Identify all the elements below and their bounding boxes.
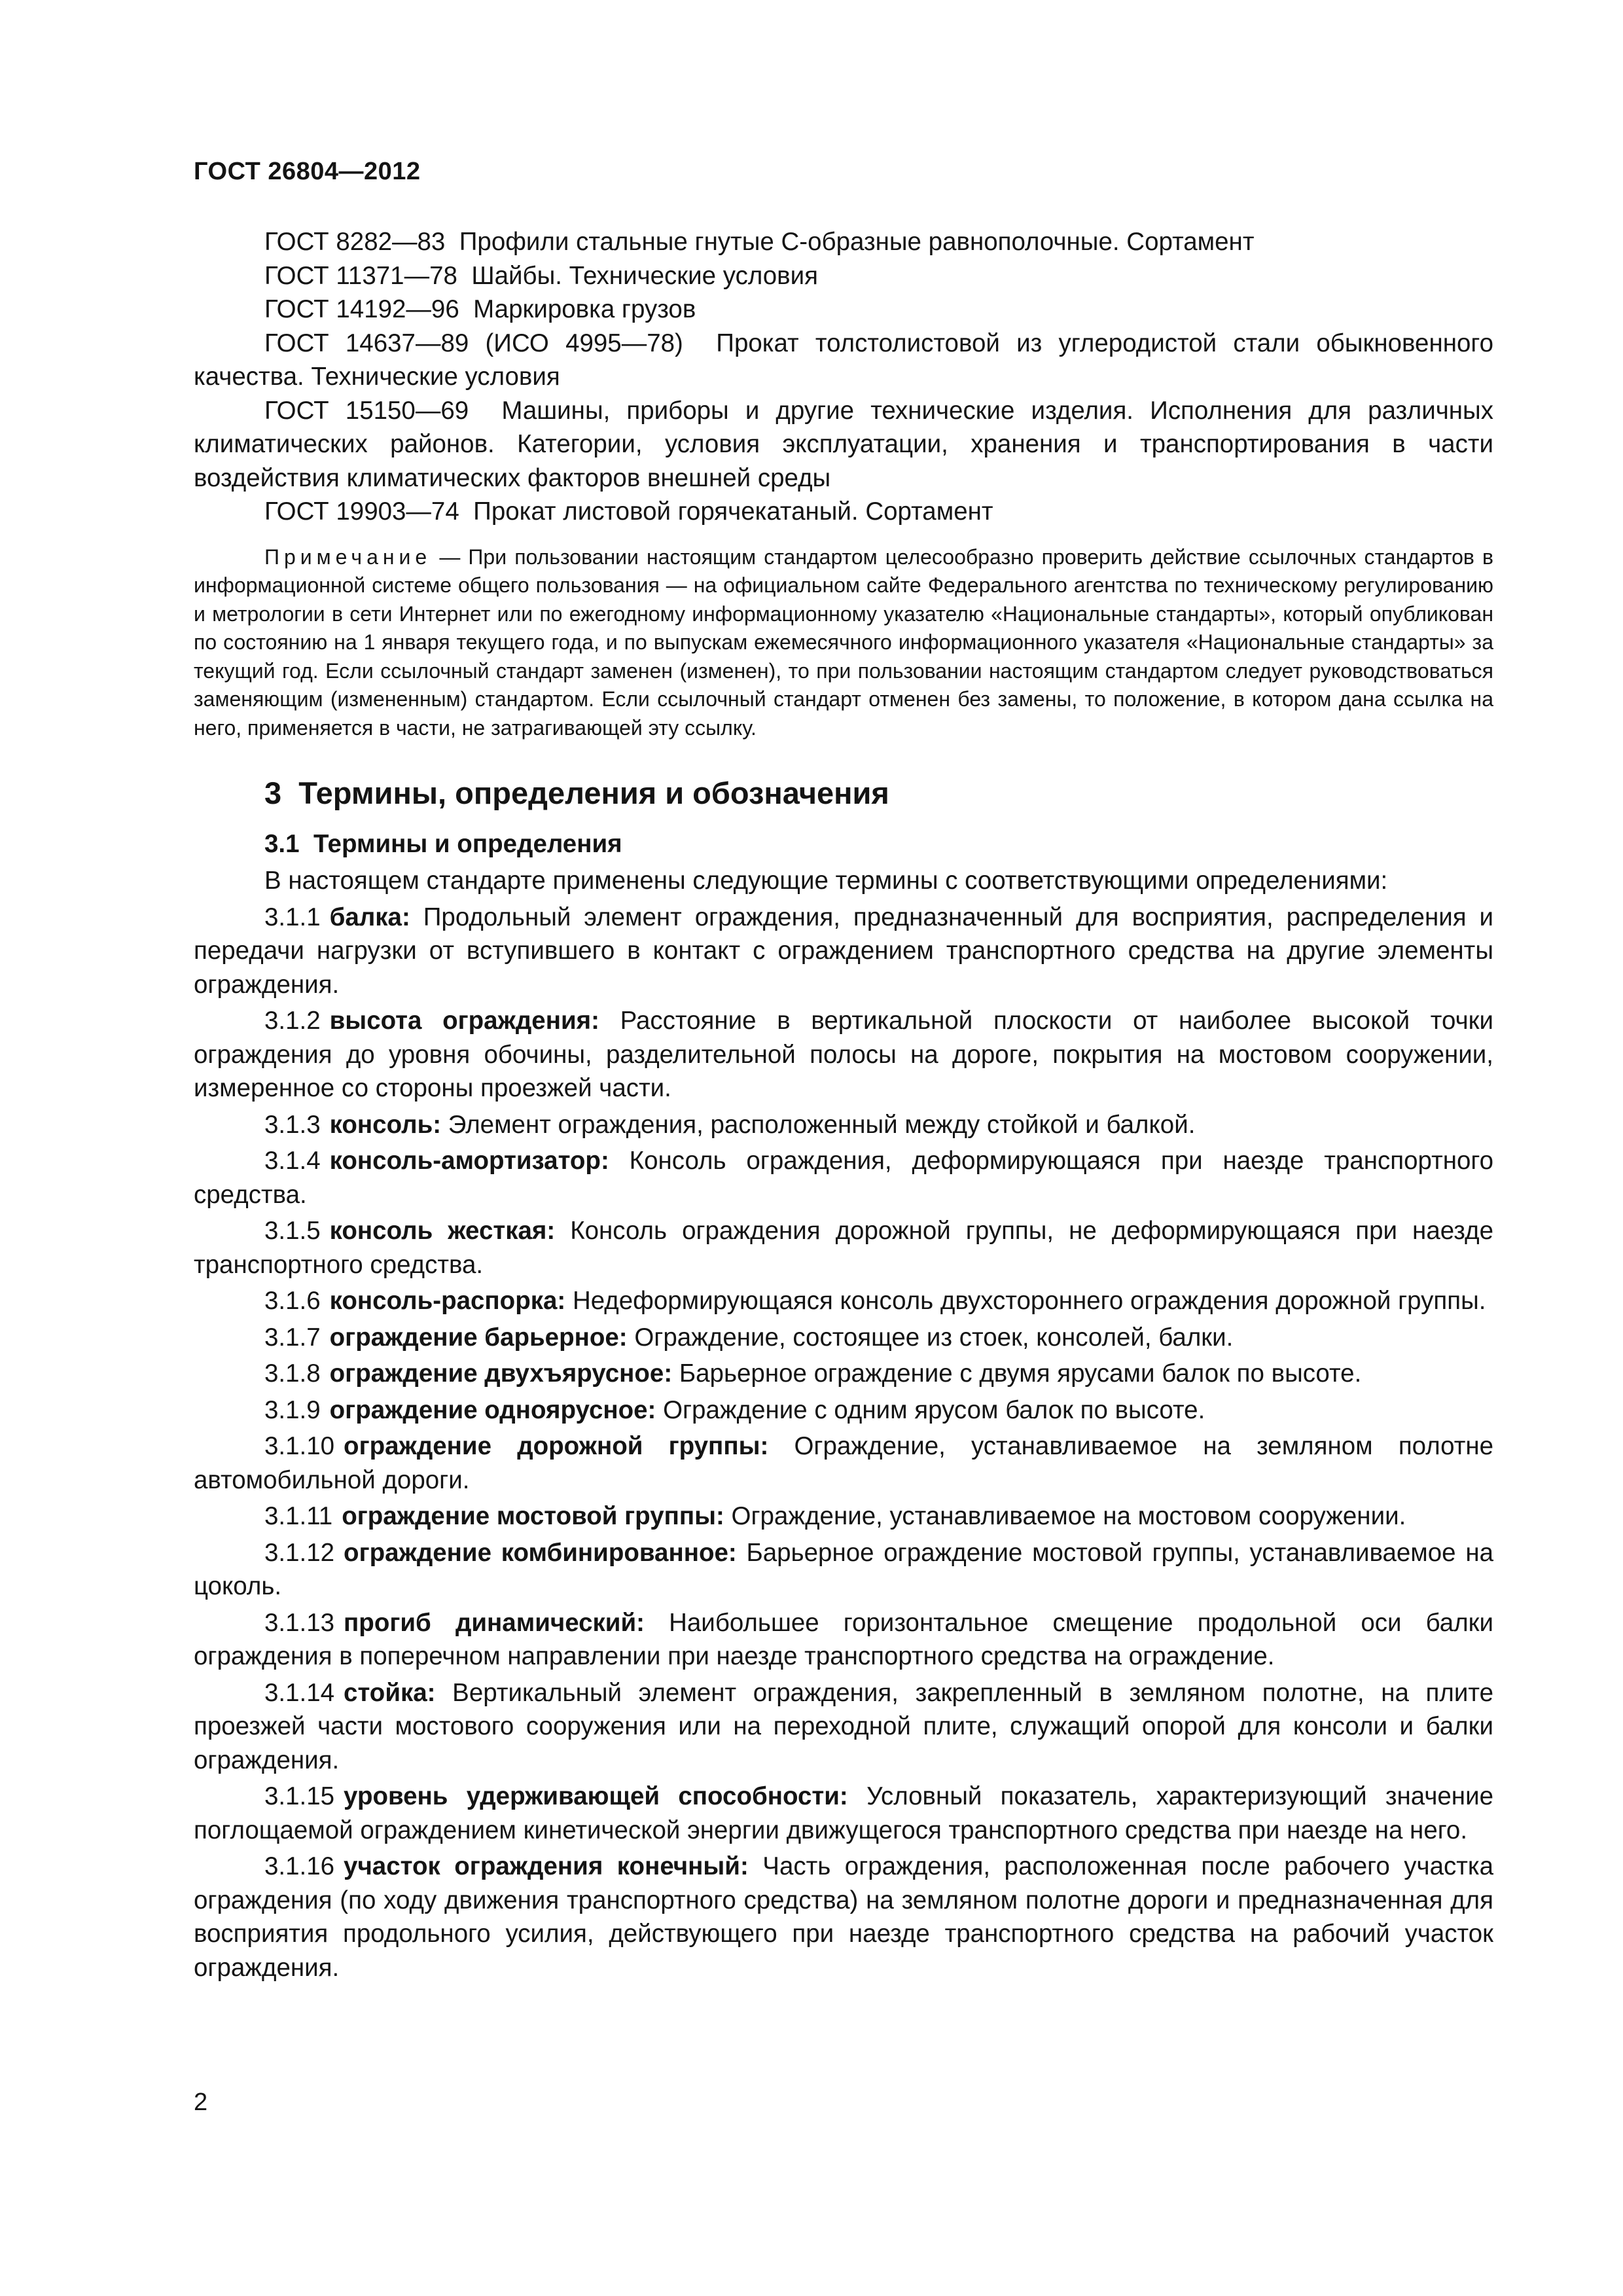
term-entry bbox=[194, 1357, 1493, 1391]
term-entry bbox=[194, 1676, 1493, 1778]
reference-title: Прокат листовой горячекатаный. Сортамент bbox=[473, 497, 993, 526]
term-number: 3.1.12 bbox=[264, 1538, 335, 1567]
term-number: 3.1.10 bbox=[264, 1432, 335, 1460]
term-name: уровень удерживающей способности: bbox=[344, 1782, 848, 1810]
reference-title: Маркировка грузов bbox=[473, 295, 696, 323]
page-content bbox=[194, 225, 1493, 1984]
term-number: 3.1.4 bbox=[264, 1147, 321, 1175]
term-definition: Продольный элемент ограждения, предназначенный для восприятия, распределения и передачи нагрузки от вступившего в контакт с ограждением транспортного средства на другие элементы ограждения. bbox=[194, 903, 1493, 999]
term-definition: Консоль ограждения, деформирующаяся при наезде транспортного средства. bbox=[194, 1147, 1493, 1209]
reference-code: ГОСТ 8282—83 bbox=[264, 228, 446, 256]
reference-item bbox=[194, 394, 1493, 495]
term-entry bbox=[194, 1499, 1493, 1534]
reference-item bbox=[194, 225, 1493, 259]
section-heading bbox=[194, 774, 1493, 813]
term-name: стойка: bbox=[344, 1678, 436, 1707]
term-definition: Вертикальный элемент ограждения, закрепленный в земляном полотне, на плите проезжей части мостового сооружения или на переходной плите, служащий опорой для консоли и балки ограждения. bbox=[194, 1678, 1493, 1774]
term-number: 3.1.6 bbox=[264, 1287, 321, 1315]
term-entry bbox=[194, 1321, 1493, 1355]
term-definition: Часть ограждения, расположенная после рабочего участка ограждения (по ходу движения транспортного средства) на земляном полотне дороги и предназначенная для восприятия продольного усилия, действующего при наезде транспортного средства на рабочий участок ограждения. bbox=[194, 1852, 1493, 1982]
term-definition: Ограждение, устанавливаемое на мостовом сооружении. bbox=[731, 1502, 1406, 1530]
term-entry bbox=[194, 1144, 1493, 1211]
reference-title: Прокат толстолистовой из углеродистой стали обыкновенного качества. Технические условия bbox=[194, 329, 1493, 391]
term-number: 3.1.14 bbox=[264, 1678, 335, 1707]
section-number: 3 bbox=[264, 776, 282, 810]
term-number: 3.1.7 bbox=[264, 1323, 321, 1352]
subsection-number: 3.1 bbox=[264, 830, 300, 858]
term-name: балка: bbox=[329, 903, 410, 931]
term-number: 3.1.5 bbox=[264, 1217, 321, 1245]
term-number: 3.1.9 bbox=[264, 1395, 321, 1424]
term-definition: Барьерное ограждение мостовой группы, устанавливаемое на цоколь. bbox=[194, 1538, 1493, 1600]
term-entry bbox=[194, 1108, 1493, 1142]
note-text: — При пользовании настоящим стандартом целесообразно проверить действие ссылочных стандартов в информационной системе общего пользования — на официальном сайте Федерального агентства по техническому регулированию и метрологии в сети Интернет или по ежегодному информационному указателю «Национальные стандарты», который опубликован по состоянию на 1 января текущего года, и по выпускам ежемесячного информационного указателя «Национальные стандарты» за текущий год. Если ссылочный стандарт заменен (изменен), то при пользовании настоящим стандартом следует руководствоваться заменяющим (измененным) стандартом. Если ссылочный стандарт отменен без замены, то положение, в котором дана ссылка на него, применяется в части, не затрагивающей эту ссылку. bbox=[194, 545, 1494, 740]
reference-title: Профили стальные гнутые С-образные равнополочные. Сортамент bbox=[459, 228, 1255, 256]
term-number: 3.1.13 bbox=[264, 1608, 335, 1637]
term-entry bbox=[194, 1536, 1493, 1604]
term-definition: Расстояние в вертикальной плоскости от наиболее высокой точки ограждения до уровня обочины, разделительной полосы на дороге, покрытия на мостовом сооружении, измеренное со стороны проезжей части. bbox=[194, 1007, 1493, 1102]
term-definition: Ограждение с одним ярусом балок по высоте. bbox=[663, 1395, 1205, 1424]
term-definition: Недеформирующаяся консоль двухстороннего ограждения дорожной группы. bbox=[572, 1287, 1486, 1315]
term-name: ограждение барьерное: bbox=[329, 1323, 628, 1352]
term-definition: Условный показатель, характеризующий значение поглощаемой ограждением кинетической энергии движущегося транспортного средства при наезде на него. bbox=[194, 1782, 1493, 1844]
term-name: ограждение комбинированное: bbox=[344, 1538, 737, 1567]
term-definition: Барьерное ограждение с двумя ярусами балок по высоте. bbox=[679, 1359, 1362, 1388]
reference-code: ГОСТ 19903—74 bbox=[264, 497, 459, 526]
reference-item bbox=[194, 293, 1493, 327]
reference-title: Машины, приборы и другие технические изделия. Исполнения для различных климатических районов. Категории, условия эксплуатации, хранения и транспортирования в части воздействия климатических факторов внешней среды bbox=[194, 396, 1493, 492]
term-number: 3.1.16 bbox=[264, 1852, 335, 1880]
subsection-heading bbox=[194, 827, 1493, 861]
reference-item bbox=[194, 259, 1493, 293]
term-name: ограждение одноярусное: bbox=[329, 1395, 656, 1424]
page-number: 2 bbox=[194, 2089, 208, 2116]
reference-code: ГОСТ 11371—78 bbox=[264, 261, 457, 290]
term-name: высота ограждения: bbox=[329, 1007, 599, 1035]
terms-intro: В настоящем стандарте применены следующие термины с соответствующими определениями: bbox=[264, 867, 1388, 895]
term-definition: Элемент ограждения, расположенный между стойкой и балкой. bbox=[448, 1110, 1196, 1139]
term-name: участок ограждения конечный: bbox=[344, 1852, 749, 1880]
reference-item bbox=[194, 495, 1493, 529]
term-entry bbox=[194, 1780, 1493, 1847]
term-name: консоль-амортизатор: bbox=[329, 1147, 609, 1175]
term-name: ограждение мостовой группы: bbox=[342, 1502, 724, 1530]
reference-code: ГОСТ 14192—96 bbox=[264, 295, 459, 323]
note-label: Примечание bbox=[264, 545, 432, 569]
term-definition: Ограждение, устанавливаемое на земляном полотне автомобильной дороги. bbox=[194, 1432, 1493, 1494]
term-entry bbox=[194, 1004, 1493, 1105]
term-number: 3.1.1 bbox=[264, 903, 321, 931]
reference-item bbox=[194, 327, 1493, 394]
term-number: 3.1.2 bbox=[264, 1007, 321, 1035]
term-entry bbox=[194, 1284, 1493, 1318]
term-entry bbox=[194, 1393, 1493, 1427]
term-entry bbox=[194, 1850, 1493, 1984]
note-paragraph bbox=[194, 543, 1493, 743]
term-number: 3.1.8 bbox=[264, 1359, 321, 1388]
term-name: консоль-распорка: bbox=[329, 1287, 566, 1315]
term-entry bbox=[194, 1429, 1493, 1497]
term-entry bbox=[194, 1606, 1493, 1674]
term-entry bbox=[194, 1214, 1493, 1282]
subsection-title: Термины и определения bbox=[313, 830, 622, 858]
document-header: ГОСТ 26804—2012 bbox=[194, 158, 421, 185]
reference-code: ГОСТ 15150—69 bbox=[264, 396, 469, 425]
section-title: Термины, определения и обозначения bbox=[298, 776, 889, 810]
term-number: 3.1.15 bbox=[264, 1782, 335, 1810]
terms-list bbox=[194, 901, 1493, 1985]
term-number: 3.1.3 bbox=[264, 1110, 321, 1139]
term-definition: Консоль ограждения дорожной группы, не деформирующаяся при наезде транспортного средства. bbox=[194, 1217, 1493, 1279]
term-name: консоль: bbox=[329, 1110, 442, 1139]
term-name: консоль жесткая: bbox=[329, 1217, 556, 1245]
term-definition: Ограждение, состоящее из стоек, консолей, балки. bbox=[634, 1323, 1234, 1352]
reference-title: Шайбы. Технические условия bbox=[471, 261, 818, 290]
reference-code: ГОСТ 14637—89 (ИСО 4995—78) bbox=[264, 329, 683, 357]
term-name: прогиб динамический: bbox=[344, 1608, 645, 1637]
term-name: ограждение двухъярусное: bbox=[329, 1359, 673, 1388]
normative-references-list bbox=[194, 225, 1493, 529]
term-definition: Наибольшее горизонтальное смещение продольной оси балки ограждения в поперечном направлении при наезде транспортного средства на ограждение. bbox=[194, 1608, 1494, 1670]
term-name: ограждение дорожной группы: bbox=[344, 1432, 769, 1460]
term-entry bbox=[194, 901, 1493, 1002]
term-number: 3.1.11 bbox=[264, 1502, 333, 1530]
